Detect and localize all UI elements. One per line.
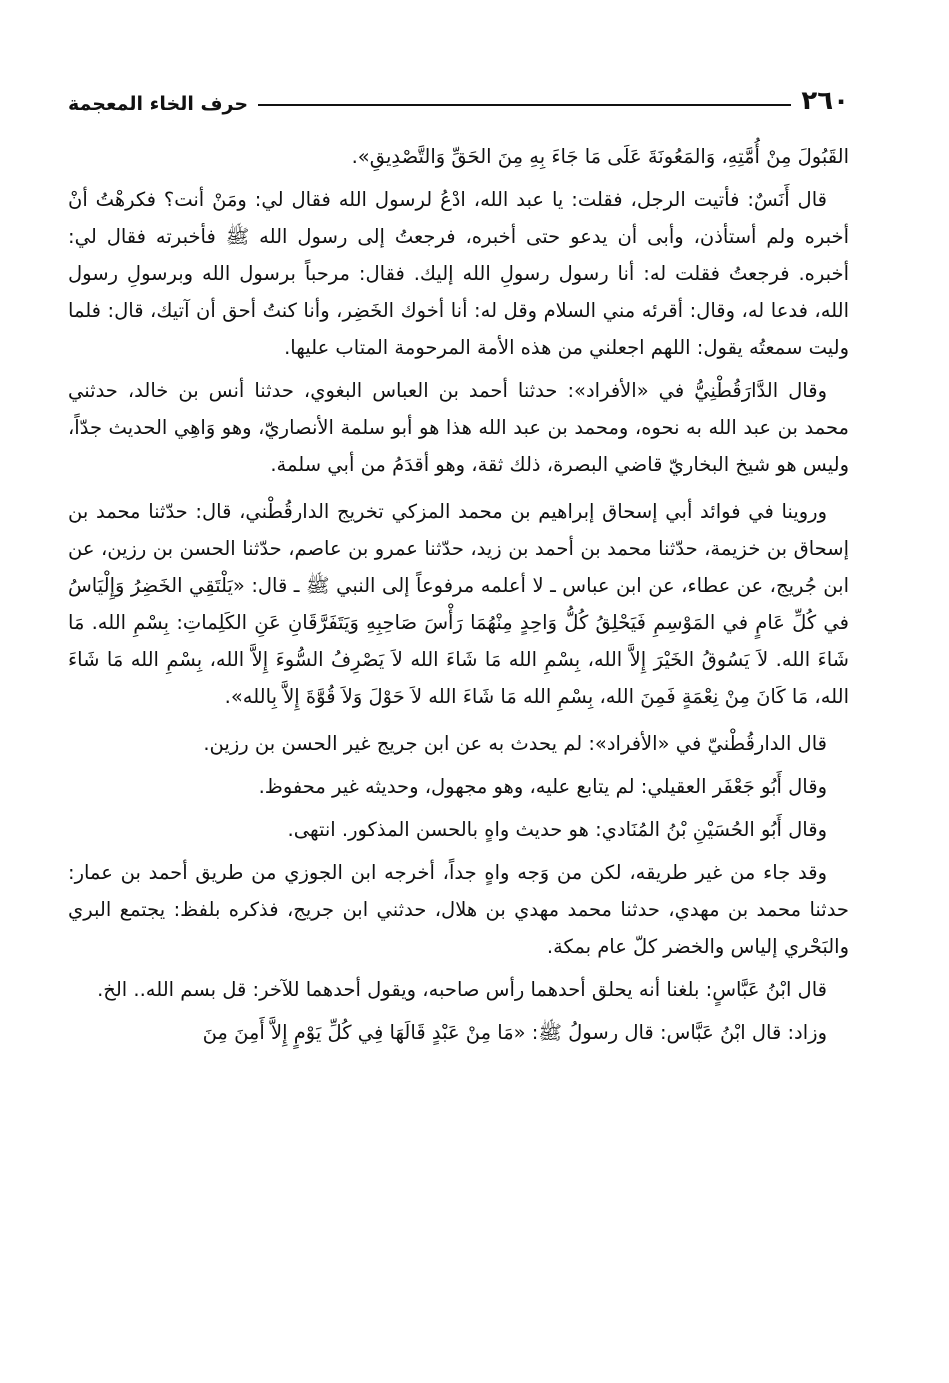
paragraph: القَبُولَ مِنْ أُمَّتِهِ، وَالمَعُونَةَ عَلَى مَا جَاءَ بِهِ مِنَ الحَقِّ وَالتَّصْدِيقِ». — [351, 145, 849, 168]
paragraph: وقد جاء من غير طريقه، لكن من وَجه واهٍ جداً، أخرجه ابن الجوزي من طريق أحمد بن عمار: حدثنا محمد بن مهدي، حدثنا محمد مهدي بن هلال، حدثني ابن جريج، فذكره بلفظ: يجتمع البري والبَحْري إلياس والخضر كلّ عام بمكة. — [68, 861, 849, 958]
running-head: حرف الخاء المعجمة — [68, 93, 249, 115]
paragraph: وقال أَبُو الحُسَيْنِ بْنُ المُنَادي: هو حديث واهٍ بالحسن المذكور. انتهى. — [287, 818, 827, 841]
paragraph: وزاد: قال ابْنُ عَبَّاس: قال رسولُ ﷺ: «مَا مِنْ عَبْدٍ قَالَهَا فِي كُلِّ يَوْمٍ إِلاَّ أَمِنَ مِنَ — [202, 1021, 827, 1044]
paragraph: وقال أَبُو جَعْفَر العقيلي: لم يتابع عليه، وهو مجهول، وحديثه غير محفوظ. — [258, 775, 827, 798]
header-rule — [258, 104, 791, 106]
paragraph: قال الدارقُطْنيّ في «الأفراد»: لم يحدث به عن ابن جريج غير الحسن بن رزين. — [203, 732, 827, 755]
paragraph: قال أَنَسٌ: فأتيت الرجل، فقلت: يا عبد الله، ادْعُ لرسول الله فقال لي: ومَنْ أنت؟ فكرهْتُ أنْ أخبره ولم أستأذن، وأبى أن يدعو حتى أخبره، فرجعتُ إلى رسول الله ﷺ فأخبرته فقال لي: أخبره. فرجعتُ فقلت له: أنا رسول رسولِ الله إليك. فقال: مرحباً برسول الله وبرسولِ رسول الله، فدعا له، وقال: أقرئه مني السلام وقل له: أنا أخوك الخَضِر، وأنا كنتُ أحق أن آتيك، قال: فلما وليت سمعتُه يقول: اللهم اجعلني من هذه الأمة المرحومة المتاب عليها. — [68, 188, 849, 359]
page-body — [68, 138, 849, 1057]
paragraph: قال ابْنُ عَبَّاسٍ: بلغنا أنه يحلق أحدهما رأس صاحبه، ويقول أحدهما للآخر: قل بسم الله.. الخ. — [97, 978, 827, 1001]
page-number: ٢٦٠ — [801, 86, 849, 116]
page-header — [68, 80, 849, 114]
paragraph: وقال الدَّارَقُطْنِيُّ في «الأفراد»: حدثنا أحمد بن العباس البغوي، حدثنا أنس بن خالد، حدثني محمد بن عبد الله به نحوه، ومحمد بن عبد الله هذا هو أبو سلمة الأنصاريّ، وهو وَاهِي الحديث جدّاً، وليس هو شيخ البخاريّ قاضي البصرة، ذلك ثقة، وهو أقدَمُ من أبي سلمة. — [68, 379, 849, 476]
paragraph: وروينا في فوائد أبي إسحاق إبراهيم بن محمد المزكي تخريج الدارقُطْني، قال: حدّثنا محمد بن إسحاق بن خزيمة، حدّثنا محمد بن أحمد بن زيد، حدّثنا عمرو بن عاصم، حدّثنا الحسن بن رزين، عن ابن جُريج، عن عطاء، عن ابن عباس ـ لا أعلمه مرفوعاً إلى النبي ﷺ ـ قال: «يَلْتَقِي الخَضِرُ وَإِلْيَاسُ في كُلِّ عَامٍ في المَوْسِمِ فَيَحْلِقُ كُلُّ وَاحِدٍ مِنْهُمَا رَأْسَ صَاحِبِهِ وَيَتَفَرَّقَانِ عَنِ الكَلِماتِ: بِسْمِ الله. مَا شَاءَ الله. لاَ يَسُوقُ الخَيْرَ إِلاَّ الله، بِسْمِ الله مَا شَاءَ الله لاَ يَصْرِفُ السُّوءَ إِلاَّ الله، بِسْمِ الله مَا شَاءَ الله، مَا كَانَ مِنْ نِعْمَةٍ فَمِنَ الله، بِسْمِ الله مَا شَاءَ الله لاَ حَوْلَ وَلاَ قُوَّةَ إِلاَّ بِالله». — [68, 500, 849, 708]
